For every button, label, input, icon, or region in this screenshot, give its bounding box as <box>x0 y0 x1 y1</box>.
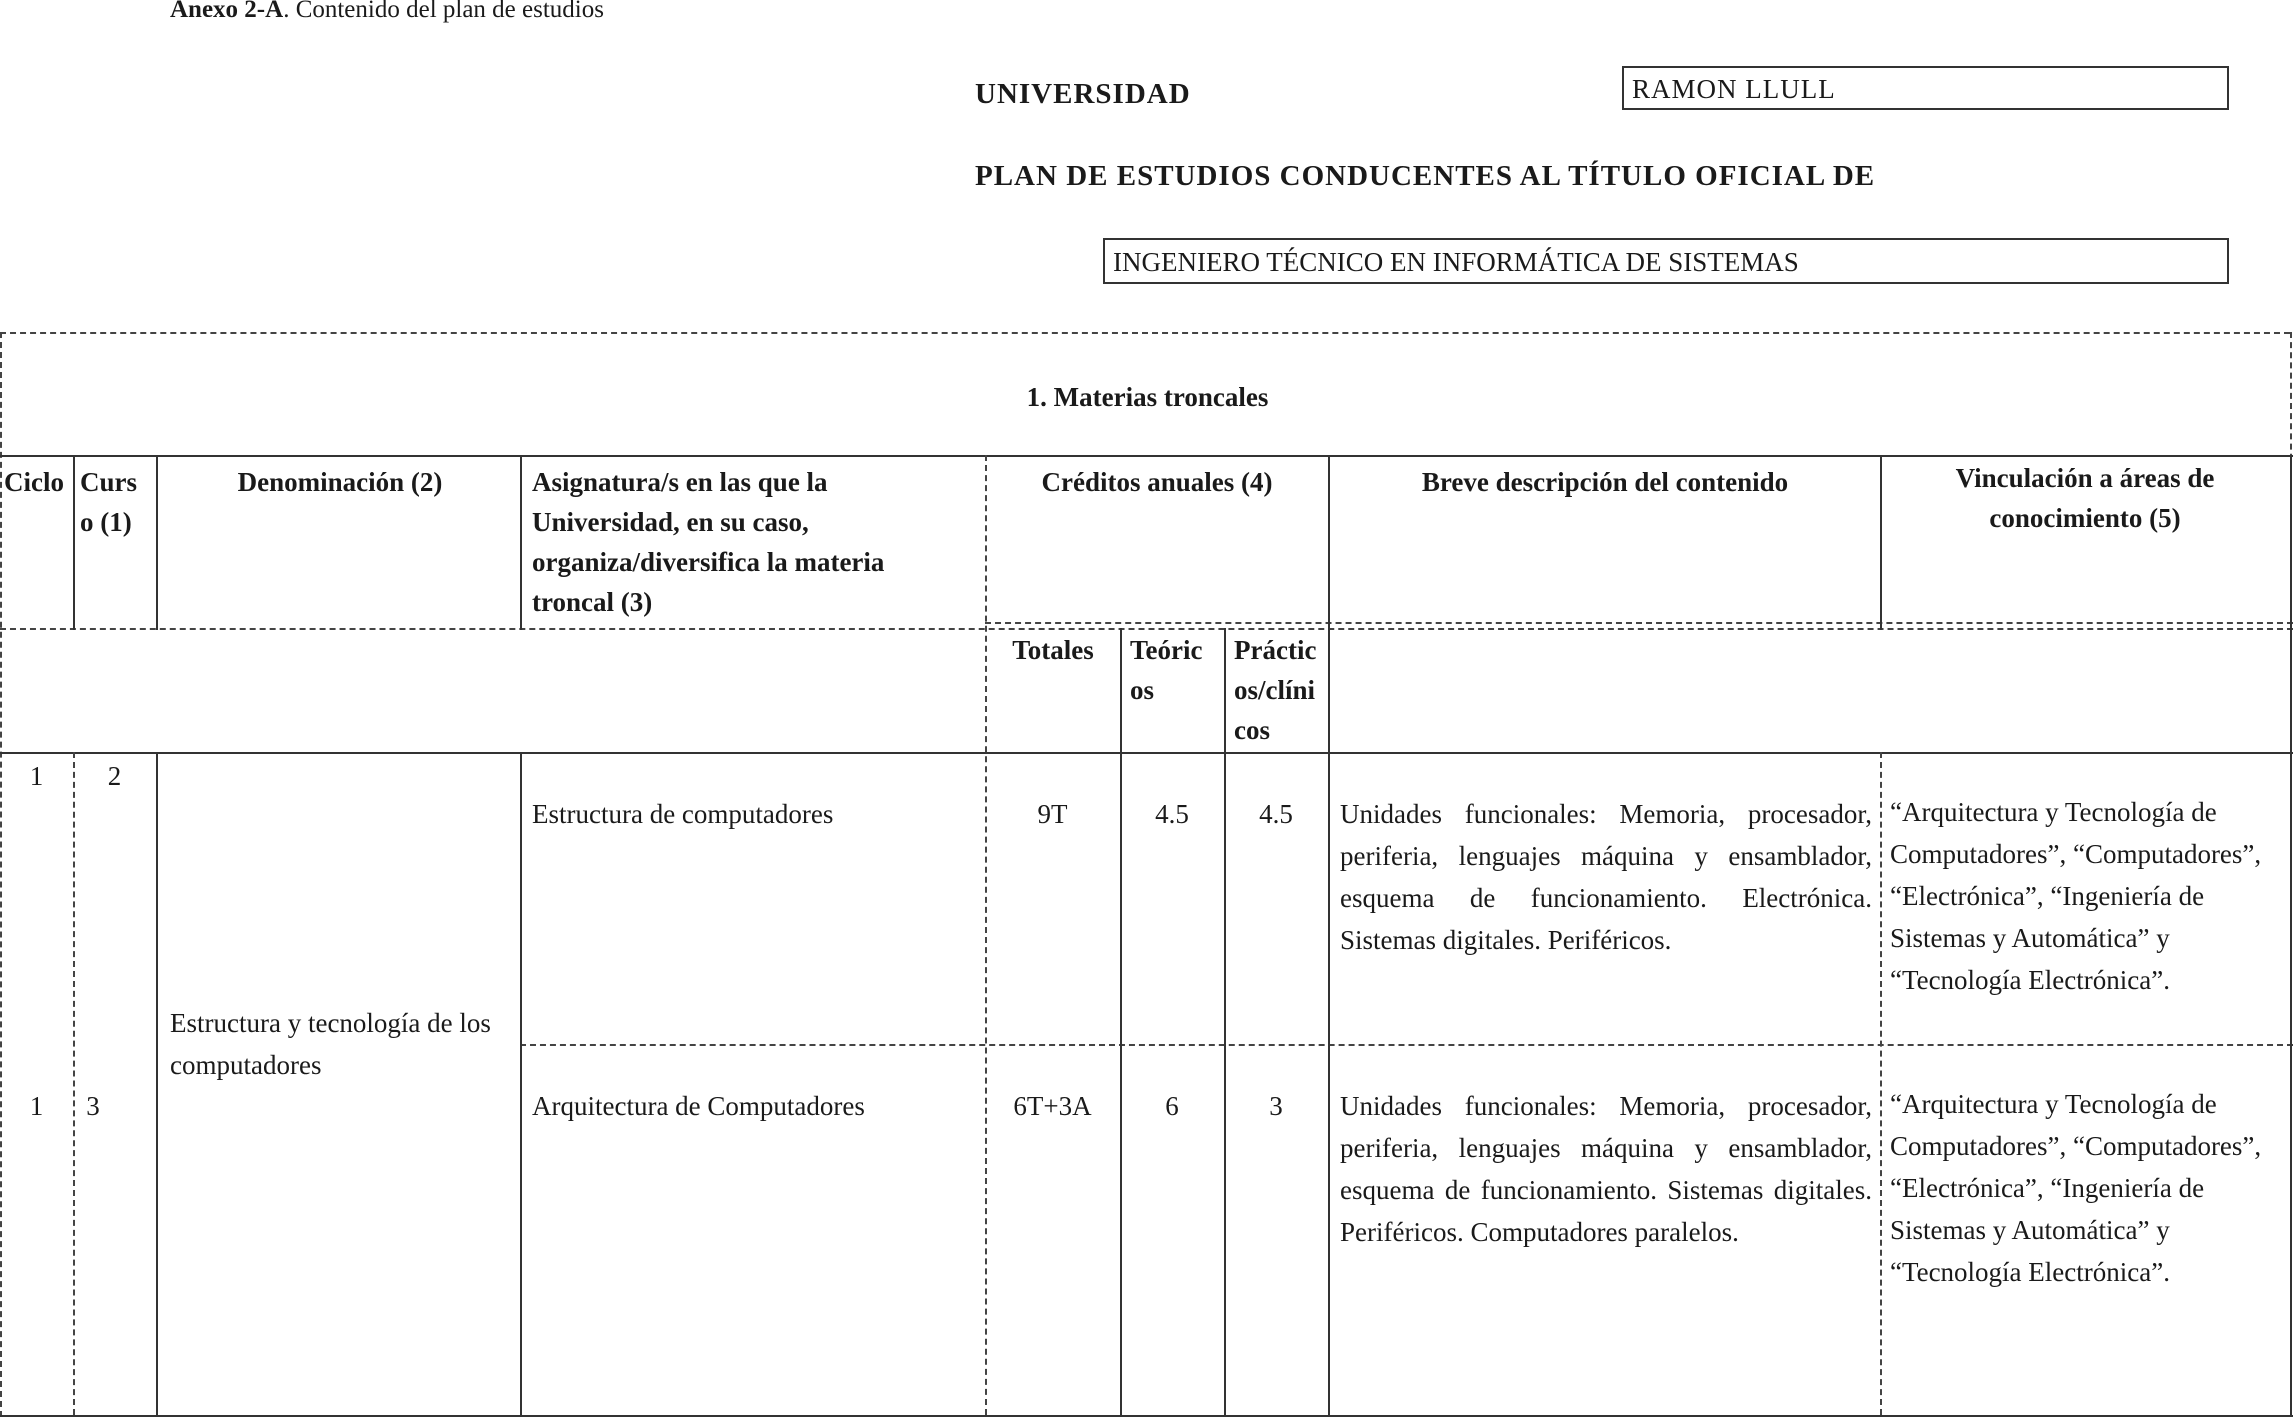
table-right-rule <box>2290 455 2292 1415</box>
cell-descripcion: Unidades funcionales: Memoria, procesador, periferia, lenguajes máquina y ensamblador, esquema de funcionamiento. Sistemas digitales. Periféricos. Computadores paralelos. <box>1340 1091 1872 1247</box>
annex-caption <box>170 0 604 24</box>
cell-ciclo: 1 <box>29 761 44 791</box>
col-totales: Totales <box>1012 635 1094 665</box>
table-bottom-border <box>0 1415 2293 1417</box>
divider-denominacion-body <box>520 752 522 1415</box>
denominacion-cell: Estructura y tecnología de los computadores <box>170 1008 491 1080</box>
cell-curso: 2 <box>107 761 122 791</box>
cell-ciclo: 1 <box>29 1091 44 1121</box>
divider-descripcion-body <box>1880 752 1882 1415</box>
cell-totales: 9T <box>1037 799 1068 829</box>
divider-asignatura <box>985 455 987 1415</box>
cell-vinculacion: “Arquitectura y Tecnología de Computadores”, “Computadores”, “Electrónica”, “Ingeniería de Sistemas y Automática” y “Tecnología Electrónica”. <box>1890 797 2262 995</box>
col-teoricos: Teóricos <box>1130 635 1203 705</box>
university-label: UNIVERSIDAD <box>975 78 1191 110</box>
col-descripcion: Breve descripción del contenido <box>1421 467 1789 497</box>
cell-vinculacion: “Arquitectura y Tecnología de Computadores”, “Computadores”, “Electrónica”, “Ingeniería de Sistemas y Automática” y “Tecnología Electrónica”. <box>1890 1089 2262 1287</box>
degree-title-box: INGENIERO TÉCNICO EN INFORMÁTICA DE SISTEMAS <box>1103 238 2229 284</box>
col-creditos: Créditos anuales (4) <box>1041 467 1273 497</box>
col-curso: Curso (1) <box>80 467 138 537</box>
annex-label: Anexo 2-A <box>170 0 284 23</box>
divider-curso <box>156 455 158 630</box>
cell-totales: 6T+3A <box>1013 1091 1092 1121</box>
divider-creditos <box>1328 455 1330 1415</box>
cell-asignatura: Estructura de computadores <box>532 799 834 829</box>
section-title: 1. Materias troncales <box>1026 382 1269 412</box>
cell-teoricos: 4.5 <box>1155 799 1189 829</box>
divider-descripcion <box>1880 455 1882 630</box>
divider-ciclo <box>73 455 75 630</box>
divider-teoricos <box>1224 628 1226 1415</box>
table-top-border <box>0 332 2290 334</box>
divider-curso-body <box>156 752 158 1415</box>
header-top-rule <box>0 455 2293 457</box>
col-asignaturas: Asignatura/s en las que la Universidad, en su caso, organiza/diversifica la materia troncal (3) <box>532 467 885 617</box>
header-bottom-rule <box>0 752 2293 754</box>
row-separator <box>520 1044 2293 1046</box>
divider-totales <box>1120 628 1122 1415</box>
divider-denominacion <box>520 455 522 630</box>
university-name-box: RAMON LLULL <box>1622 66 2229 110</box>
col-ciclo: Ciclo <box>4 467 64 497</box>
credits-rule <box>985 622 2293 624</box>
divider-ciclo-body <box>73 752 75 1415</box>
cell-descripcion: Unidades funcionales: Memoria, procesador, periferia, lenguajes máquina y ensamblador, esquema de funcionamiento. Electrónica. Sistemas digitales. Periféricos. <box>1340 799 1872 955</box>
cell-curso: 3 <box>86 1091 100 1121</box>
col-practicos: Prácticos/clínicos <box>1234 635 1317 745</box>
table-left-border <box>0 332 2 1417</box>
cell-practicos: 3 <box>1269 1091 1283 1121</box>
col-denominacion: Denominación (2) <box>237 467 443 497</box>
annex-text: . Contenido del plan de estudios <box>283 0 604 23</box>
cell-asignatura: Arquitectura de Computadores <box>532 1091 865 1121</box>
plan-label: PLAN DE ESTUDIOS CONDUCENTES AL TÍTULO OFICIAL DE <box>975 160 1876 192</box>
cell-practicos: 4.5 <box>1259 799 1293 829</box>
col-vinculacion: Vinculación a áreas de conocimiento (5) <box>1955 463 2215 533</box>
cell-teoricos: 6 <box>1165 1091 1179 1121</box>
